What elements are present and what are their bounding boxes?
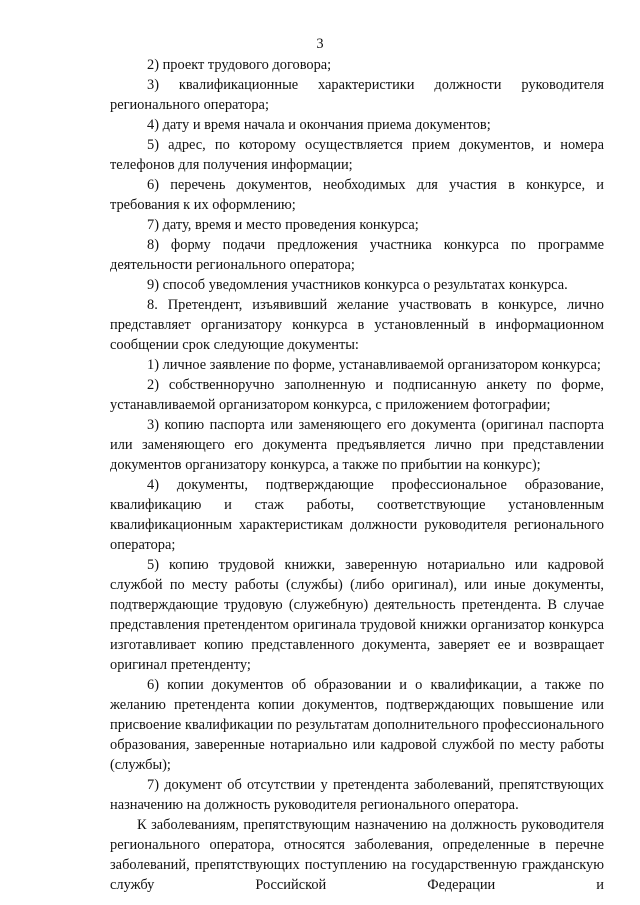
list-item-6-documents-list: 6) перечень документов, необходимых для участия в конкурсе, и требования к их оформлению; bbox=[110, 177, 604, 213]
document-body bbox=[110, 55, 604, 895]
section-8-intro: 8. Претендент, изъявивший желание участвовать в конкурсе, лично представляет организатору конкурса в установленный в информационном сообщении срок следующие документы: bbox=[110, 297, 604, 353]
doc-item-2-questionnaire: 2) собственноручно заполненную и подписанную анкету по форме, устанавливаемой организатором конкурса, с приложением фотографии; bbox=[110, 377, 604, 413]
doc-item-7-health: 7) документ об отсутствии у претендента заболеваний, препятствующих назначению на должность руководителя регионального оператора. bbox=[110, 777, 604, 813]
list-item-3-qualification: 3) квалификационные характеристики должности руководителя регионального оператора; bbox=[110, 77, 604, 113]
page-number: 3 bbox=[316, 36, 324, 52]
diseases-paragraph: К заболеваниям, препятствующим назначению на должность руководителя регионального оператора, относятся заболевания, определенные в перечне заболеваний, препятствующих поступлению на государственную гражданскую службу Российской Федерации и bbox=[110, 817, 604, 893]
doc-item-4-education: 4) документы, подтверждающие профессиональное образование, квалификацию и стаж работы, соответствующие установленным квалификационным характеристикам должности руководителя регионального оператора; bbox=[110, 477, 604, 553]
list-item-7-date-place: 7) дату, время и место проведения конкурса; bbox=[147, 217, 419, 233]
list-item-4-dates: 4) дату и время начала и окончания приема документов; bbox=[147, 117, 491, 133]
doc-item-3-passport: 3) копию паспорта или заменяющего его документа (оригинал паспорта или заменяющего его документа предъявляется лично при представлении документов организатору конкурса, а также по прибытии на конкурс); bbox=[110, 417, 604, 473]
list-item-8-proposal-form: 8) форму подачи предложения участника конкурса по программе деятельности регионального оператора; bbox=[110, 237, 604, 273]
doc-item-1-application: 1) личное заявление по форме, устанавливаемой организатором конкурса; bbox=[147, 357, 601, 373]
list-item-9-notification: 9) способ уведомления участников конкурса о результатах конкурса. bbox=[147, 277, 568, 293]
doc-item-5-work-record: 5) копию трудовой книжки, заверенную нотариально или кадровой службой по месту работы (службы) (либо оригинал), или иные документы, подтверждающие трудовую (служебную) деятельность претендента. В случае представления претендентом оригинала трудовой книжки организатор конкурса изготавливает копию представленного документа, заверяет ее и возвращает оригинал претенденту; bbox=[110, 557, 604, 673]
doc-item-6-diplomas: 6) копии документов об образовании и о квалификации, а также по желанию претендента копии документов, подтверждающих повышение или присвоение квалификации по результатам дополнительного профессионального образования, заверенные нотариально или кадровой службой по месту работы (службы); bbox=[110, 677, 604, 773]
list-item-5-address: 5) адрес, по которому осуществляется прием документов, и номера телефонов для получения информации; bbox=[110, 137, 604, 173]
list-item-2-contract-draft: 2) проект трудового договора; bbox=[147, 57, 332, 73]
